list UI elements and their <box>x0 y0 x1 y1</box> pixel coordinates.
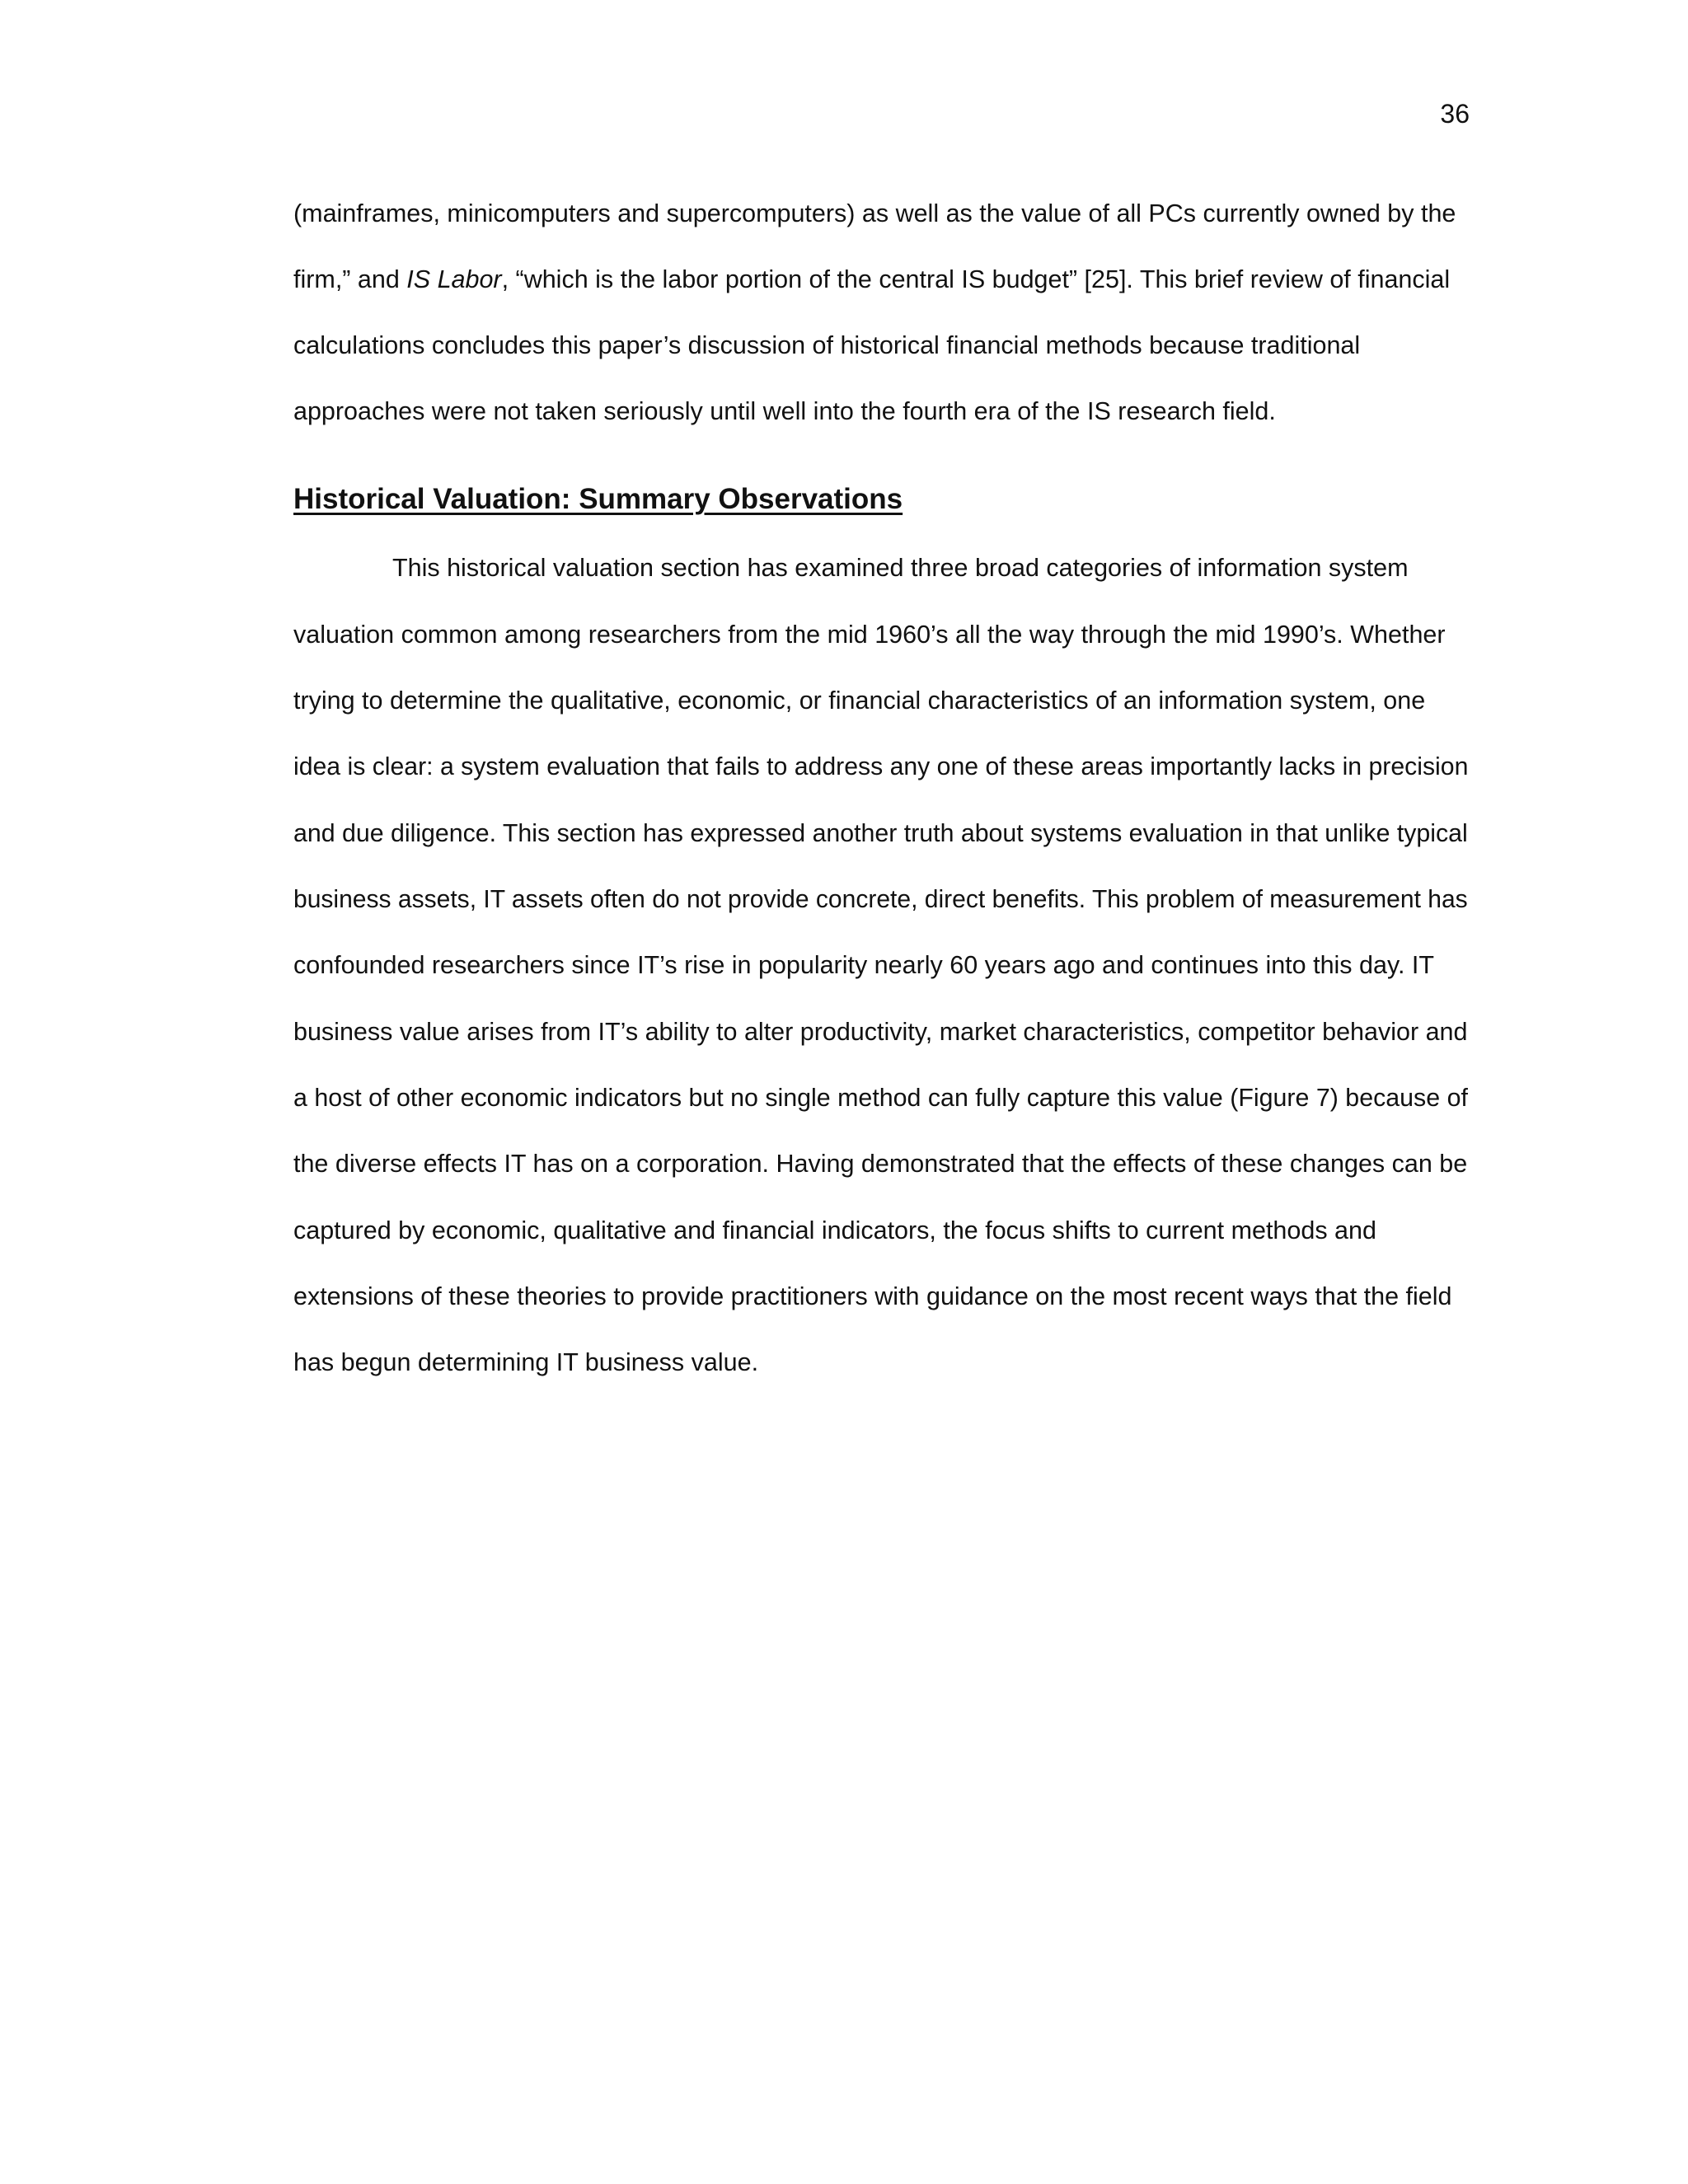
paragraph-line: valuation common among researchers from the mid 1960’s all the way through the mid 1990’s. Whether <box>293 621 1446 649</box>
paragraph-line: trying to determine the qualitative, economic, or financial characteristics of an information system, one <box>293 687 1426 715</box>
paragraph-line: confounded researchers since IT’s rise in popularity nearly 60 years ago and continues into this day. IT <box>293 951 1434 979</box>
paragraph-line: (mainframes, minicomputers and supercomputers) as well as the value of all PCs currently owned by the <box>293 199 1456 227</box>
paragraph-line: the diverse effects IT has on a corporation. Having demonstrated that the effects of these changes can be <box>293 1150 1468 1178</box>
paragraph-line: captured by economic, qualitative and financial indicators, the focus shifts to current methods and <box>293 1216 1376 1244</box>
paragraph-line: business assets, IT assets often do not provide concrete, direct benefits. This problem of measurement has <box>293 885 1468 913</box>
section-heading: Historical Valuation: Summary Observations <box>293 483 903 515</box>
paragraph-line: a host of other economic indicators but no single method can fully capture this value (Figure 7) because of <box>293 1084 1468 1112</box>
page-number: 36 <box>1440 99 1470 129</box>
paragraph-line: calculations concludes this paper’s discussion of historical financial methods because traditional <box>293 331 1361 359</box>
paragraph-line: idea is clear: a system evaluation that fails to address any one of these areas importantly lacks in precision <box>293 752 1469 780</box>
paragraph-line: extensions of these theories to provide practitioners with guidance on the most recent ways that the field <box>293 1282 1452 1310</box>
italic-term: IS Labor <box>406 265 502 293</box>
text-run: firm,” and <box>293 265 407 293</box>
paragraph-line: and due diligence. This section has expressed another truth about systems evaluation in that unlike typical <box>293 819 1468 847</box>
text-run: , “which is the labor portion of the central IS budget” [25]. This brief review of financial <box>501 265 1451 293</box>
paragraph-line <box>293 263 1450 296</box>
paragraph-line: has begun determining IT business value. <box>293 1348 759 1376</box>
paragraph-line: approaches were not taken seriously until well into the fourth era of the IS research field. <box>293 397 1276 425</box>
paragraph-line: business value arises from IT’s ability to alter productivity, market characteristics, competitor behavior and <box>293 1018 1468 1046</box>
paragraph-line: This historical valuation section has examined three broad categories of information system <box>392 554 1409 582</box>
